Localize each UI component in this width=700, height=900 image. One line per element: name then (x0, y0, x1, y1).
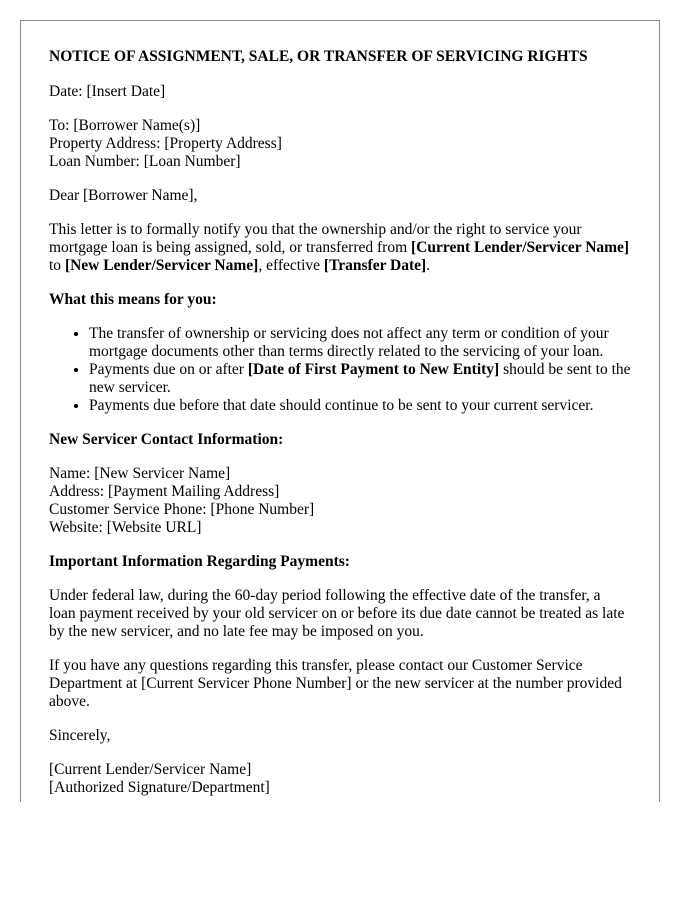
means-heading: What this means for you: (49, 291, 217, 308)
payments-heading: Important Information Regarding Payments: (49, 553, 350, 570)
signature-block (49, 761, 631, 797)
first-payment-date-placeholder: [Date of First Payment to New Entity] (247, 361, 500, 378)
contact-name: Name: [New Servicer Name] (49, 465, 231, 482)
letter-page (20, 20, 660, 802)
bullet-text-1: Payments due on or after (89, 361, 248, 378)
contact-block (49, 465, 631, 537)
intro-text-4: . (426, 257, 431, 274)
contact-website: Website: [Website URL] (49, 519, 202, 536)
bullet-text-2: should be sent to the new servicer. (89, 361, 631, 396)
current-lender-placeholder: [Current Lender/Servicer Name] (411, 239, 630, 256)
means-list (49, 325, 631, 415)
intro-text-1: This letter is to formally notify you that the ownership and/or the right to service your mortgage loan is being assigned, sold, or transferred from (49, 221, 582, 256)
date-line: Date: [Insert Date] (49, 83, 166, 100)
contact-heading: New Servicer Contact Information: (49, 431, 284, 448)
intro-text-2: to (49, 257, 65, 274)
payments-paragraph: Under federal law, during the 60-day period following the effective date of the transfer, a loan payment received by your old servicer on or before its due date cannot be treated as late by the new servicer, and no late fee may be imposed on you. (49, 587, 625, 640)
recipient-block (49, 117, 631, 171)
new-lender-placeholder: [New Lender/Servicer Name] (64, 257, 259, 274)
salutation: Dear [Borrower Name], (49, 187, 198, 204)
recipient-to: To: [Borrower Name(s)] (49, 117, 201, 134)
recipient-loan: Loan Number: [Loan Number] (49, 153, 241, 170)
recipient-property: Property Address: [Property Address] (49, 135, 282, 152)
list-item (89, 361, 631, 397)
list-item: • The transfer of ownership or servicing does not affect any term or condition of your mortgage documents other than terms directly related to the servicing of your loan. (89, 325, 631, 361)
letter-title: NOTICE OF ASSIGNMENT, SALE, OR TRANSFER OF SERVICING RIGHTS (49, 48, 588, 65)
contact-address: Address: [Payment Mailing Address] (49, 483, 280, 500)
signature-name: [Current Lender/Servicer Name] (49, 761, 252, 778)
transfer-date-placeholder: [Transfer Date] (323, 257, 427, 274)
signature-department: [Authorized Signature/Department] (49, 779, 270, 796)
closing: Sincerely, (49, 727, 111, 744)
intro-text-3: , effective (258, 257, 324, 274)
intro-paragraph (49, 221, 631, 275)
list-item: • Payments due before that date should continue to be sent to your current servicer. (89, 397, 631, 415)
questions-paragraph: If you have any questions regarding this transfer, please contact our Customer Service Department at [Current Servicer Phone Number] or the new servicer at the number provided above. (49, 657, 622, 710)
contact-phone: Customer Service Phone: [Phone Number] (49, 501, 315, 518)
